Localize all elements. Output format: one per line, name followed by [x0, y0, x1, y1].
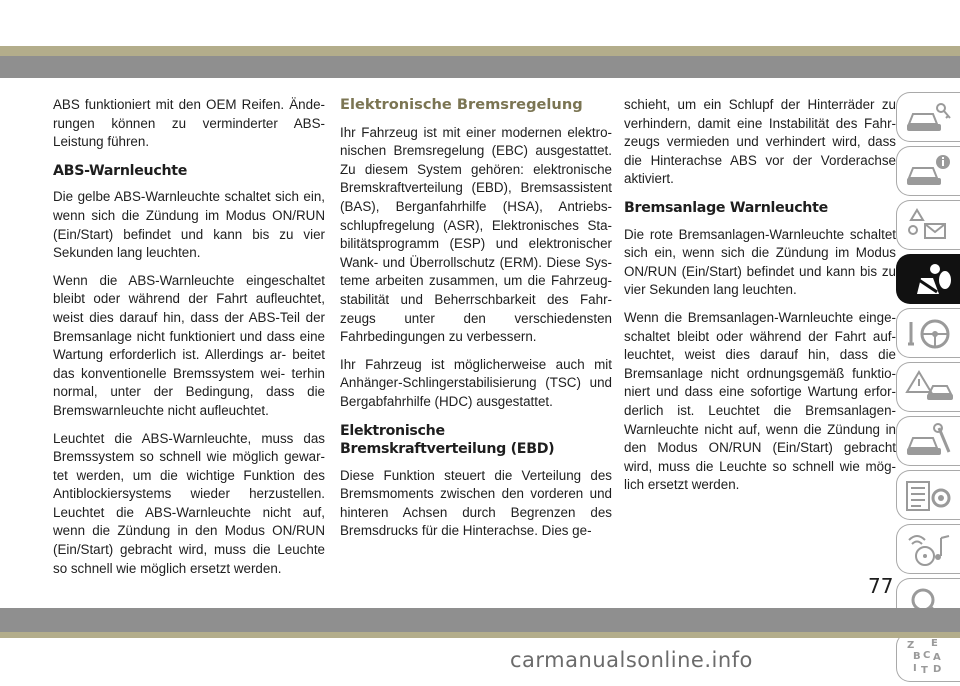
index-letter: B — [913, 651, 921, 662]
index-letter: T — [921, 665, 928, 676]
steering-wheel-icon — [903, 314, 955, 354]
heading-ebd: Elektronische Bremskraftverteilung (EBD) — [340, 422, 555, 458]
specifications-gear-icon — [903, 476, 955, 516]
page-number: 77 — [868, 574, 894, 598]
chapter-tab-index[interactable] — [896, 632, 960, 682]
index-letter: C — [923, 650, 931, 661]
chapter-tab-dashboard[interactable] — [896, 146, 960, 196]
chapter-tab-warnings[interactable] — [896, 200, 960, 250]
paragraph: Ihr Fahrzeug ist mit einer modernen elektro- nischen Bremsregelung (EBC) ausgestattet. Zu diesem System gehören: elektronische Bremskraftverteilung (EBD), Bremsassistent (BAS), Berganfahrhilfe (HSA), Antriebs- schlupfregelung (ASR), Elektronisches Sta- bilitätsprogramm (ESP) und elektronischer Wank- und Überrollschutz (ERM). Diese Sys- teme arbeiten zusammen, um die Fahrzeug- stabilität und Beherrschbarkeit des Fahr- zeugs unter den verschiedensten Fahrbedingungen zu verbessern. — [340, 124, 612, 345]
top-grey-stripe — [0, 56, 960, 78]
index-letters-icon — [903, 638, 955, 678]
paragraph: schieht, um ein Schlupf der Hinterräder zu verhindern, damit eine Instabilität des Fahr- zeugs vermieden und verhindert wird, dass die Hinterachse ABS vor der Vorderachse aktiviert. — [624, 97, 896, 187]
paragraph: Die gelbe ABS-Warnleuchte schaltet sich ein, wenn sich die Zündung im Modus ON/RUN (Ein/Start) befindet und kann bis zu vier Sekunden lang leuchten. — [53, 189, 325, 261]
heading-brake-warning-light: Bremsanlage Warnleuchte — [624, 199, 828, 216]
roadside-warning-icon — [903, 368, 955, 408]
text-column-2 — [340, 96, 612, 550]
car-key-icon — [903, 98, 955, 138]
watermark-text: carmanualsonline.info — [510, 648, 753, 672]
index-letter: D — [933, 664, 942, 675]
index-letter: I — [913, 663, 917, 674]
chapter-tab-safety-active[interactable] — [896, 254, 960, 304]
chapter-tab-multimedia[interactable] — [896, 524, 960, 574]
text-column-1 — [53, 96, 325, 587]
index-letter: Z — [907, 640, 915, 651]
index-letter: A — [933, 652, 941, 663]
text-column-3 — [624, 96, 896, 504]
paragraph: Diese Funktion steuert die Verteilung des Bremsmoments zwischen den vorderen und hinteren Achsen durch Begrenzen des Bremsdrucks für die Hinterachse. Dies ge- — [340, 467, 612, 539]
car-info-icon — [903, 152, 955, 192]
chapter-tab-emergency[interactable] — [896, 362, 960, 412]
seatbelt-airbag-icon — [903, 260, 955, 300]
chapter-tab-getting-to-know[interactable] — [896, 92, 960, 142]
chapter-tab-maintenance[interactable] — [896, 416, 960, 466]
bottom-decorative-band — [0, 608, 960, 632]
chapter-tab-specifications[interactable] — [896, 470, 960, 520]
wrench-car-icon — [903, 422, 955, 462]
index-letter: E — [931, 638, 938, 649]
paragraph: Ihr Fahrzeug ist möglicherweise auch mit Anhänger-Schlingerstabilisierung (TSC) und Bergabfahrhilfe (HDC) ausgestattet. — [340, 356, 612, 409]
warning-message-icon — [903, 206, 955, 246]
chapter-tab-starting-operating[interactable] — [896, 308, 960, 358]
multimedia-icon — [903, 530, 955, 570]
top-decorative-band — [0, 0, 960, 46]
paragraph: Wenn die ABS-Warnleuchte eingeschaltet bleibt oder während der Fahrt aufleuchtet, weist dies darauf hin, dass der ABS-Teil der Bremsanlage nicht funktioniert und dass eine Wartung erforderlich ist. Allerdings ar- beitet das konventionelle Bremssystem wei- terhin normal, unter der Bedingung, dass die Bremswarnleuchte nicht aufleuchtet. — [53, 272, 325, 418]
bottom-olive-stripe — [0, 632, 960, 638]
paragraph: Leuchtet die ABS-Warnleuchte, muss das Bremssystem so schnell wie möglich gewar- tet werden, um die wichtige Funktion des Antiblockiersystems wieder herzustellen. Leuchtet die ABS-Warnleuchte nicht auf, wenn die Zündung in den Modus ON/RUN (Ein/Start) gebracht wird, muss die Leuchte so schnell wie möglich ersetzt werden. — [53, 430, 325, 576]
paragraph: ABS funktioniert mit den OEM Reifen. Ände- rungen können zu verminderter ABS- Leistung führen. — [53, 97, 325, 150]
paragraph: Wenn die Bremsanlagen-Warnleuchte einge- schaltet bleibt oder während der Fahrt auf- leuchtet, weist dies darauf hin, dass die Bremsanlage nicht ordnungsgemäß funktio- niert und dass eine sofortige Wartung erfor- derlich ist. Leuchtet die Bremsanlagen- Warnleuchte nicht auf, wenn die Zündung in den Modus ON/RUN (Ein/Start) gebracht wird, muss die Leuchte so schnell wie mög- lich ersetzt werden. — [624, 309, 896, 493]
paragraph: Die rote Bremsanlagen-Warnleuchte schaltet sich ein, wenn sich die Zündung im Modus ON/RUN (Ein/Start) befindet und kann bis zu vier Sekunden lang leuchten. — [624, 226, 896, 298]
top-olive-stripe — [0, 46, 960, 56]
section-title-ebc: Elektronische Bremsregelung — [340, 96, 583, 113]
chapter-tab-sidebar — [896, 92, 960, 686]
heading-abs-warning-light: ABS-Warnleuchte — [53, 162, 188, 179]
